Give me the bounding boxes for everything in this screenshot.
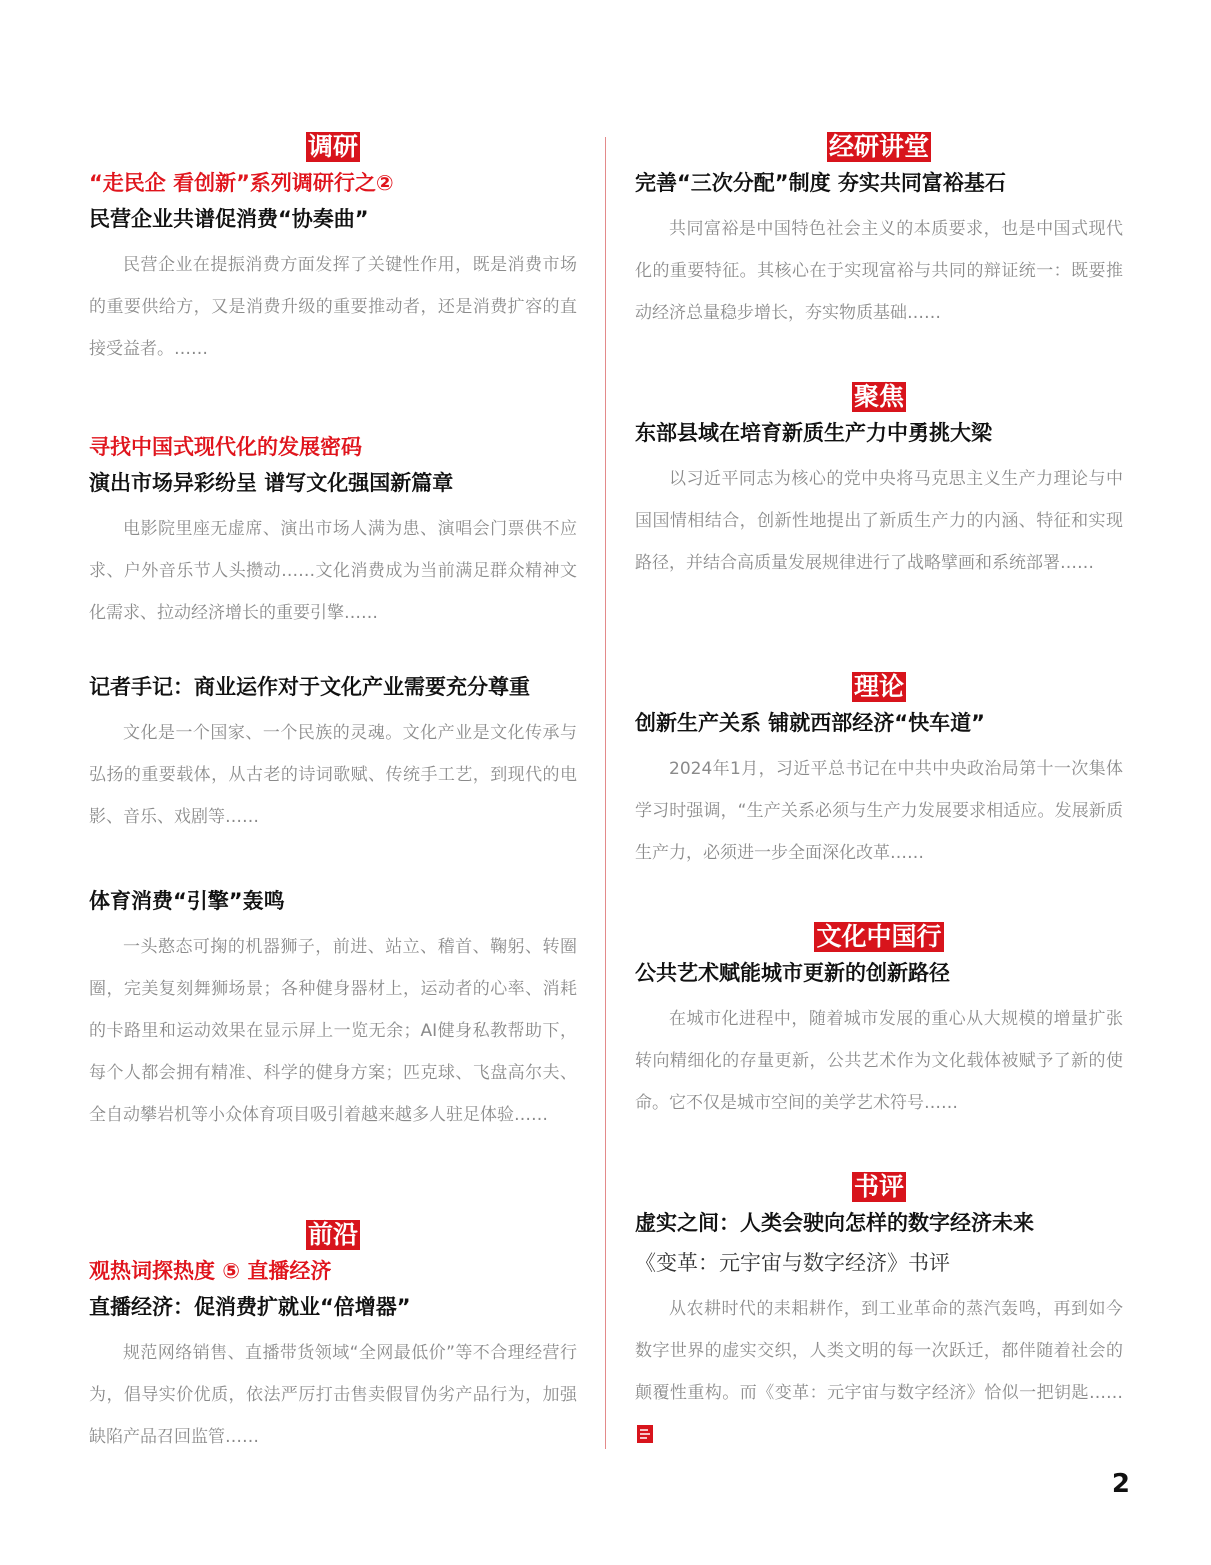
article-title[interactable]: 民营企业共谱促消费“协奏曲” <box>89 207 369 231</box>
article-summary: 电影院里座无虚席、演出市场人满为患、演唱会门票供不应求、户外音乐节人头攒动……文化消费成为当前满足群众精神文化需求、拉动经济增长的重要引擎…… <box>89 519 577 623</box>
article-title[interactable]: 东部县域在培育新质生产力中勇挑大梁 <box>635 421 992 445</box>
article-summary <box>635 1288 1123 1456</box>
article-summary: 文化是一个国家、一个民族的灵魂。文化产业是文化传承与弘扬的重要载体，从古老的诗词歌赋、传统手工艺，到现代的电影、音乐、戏剧等…… <box>89 723 577 827</box>
section-badge: 聚焦 <box>853 382 904 411</box>
article-theory[interactable] <box>635 672 1123 922</box>
right-column <box>635 132 1123 1456</box>
article-title[interactable]: 公共艺术赋能城市更新的创新路径 <box>635 961 950 985</box>
article-title[interactable]: 体育消费“引擎”轰鸣 <box>89 889 285 913</box>
section-badge: 文化中国行 <box>816 922 942 951</box>
article-summary: 在城市化进程中，随着城市发展的重心从大规模的增量扩张转向精细化的存量更新，公共艺术作为文化载体被赋予了新的使命。它不仅是城市空间的美学艺术符号…… <box>635 1009 1123 1113</box>
article-sports-consumption[interactable] <box>89 886 577 1220</box>
end-mark-icon <box>637 1425 653 1443</box>
article-title[interactable]: 直播经济：促消费扩就业“倍增器” <box>89 1295 411 1319</box>
article-culture-china[interactable] <box>635 922 1123 1172</box>
article-book-review[interactable] <box>635 1172 1123 1456</box>
article-frontier[interactable] <box>89 1220 577 1458</box>
section-badge: 经研讲堂 <box>828 132 929 161</box>
article-summary: 民营企业在提振消费方面发挥了关键性作用，既是消费市场的重要供给方，又是消费升级的重要推动者，还是消费扩容的直接受益者。…… <box>89 255 577 359</box>
article-title[interactable]: 虚实之间：人类会驶向怎样的数字经济未来 <box>635 1211 1034 1235</box>
article-subtitle: 《变革：元宇宙与数字经济》书评 <box>635 1251 950 1275</box>
article-summary: 规范网络销售、直播带货领域“全网最低价”等不合理经营行为，倡导实价优质，依法严厉打击售卖假冒伪劣产品行为，加强缺陷产品召回监管…… <box>89 1343 577 1447</box>
section-badge: 调研 <box>307 132 358 161</box>
article-title[interactable]: 记者手记：商业运作对于文化产业需要充分尊重 <box>89 675 530 699</box>
section-badge: 书评 <box>853 1172 904 1201</box>
article-summary: 一头憨态可掬的机器狮子，前进、站立、稽首、鞠躬、转圈圈，完美复刻舞狮场景；各种健身器材上，运动者的心率、消耗的卡路里和运动效果在显示屏上一览无余；AI健身私教帮助下，每个人都会拥有精准、科学的健身方案；匹克球、飞盘高尔夫、全自动攀岩机等小众体育项目吸引着越来越多人驻足体验…… <box>89 937 577 1125</box>
article-summary: 共同富裕是中国特色社会主义的本质要求，也是中国式现代化的重要特征。其核心在于实现富裕与共同的辩证统一：既要推动经济总量稳步增长，夯实物质基础…… <box>635 219 1123 323</box>
section-badge: 理论 <box>853 672 904 701</box>
article-survey[interactable] <box>89 132 577 432</box>
article-reporter-notes[interactable] <box>89 672 577 886</box>
series-title[interactable]: “走民企 看创新”系列调研行之② <box>89 171 394 195</box>
article-focus[interactable] <box>635 382 1123 672</box>
article-summary-text: 从农耕时代的耒耜耕作，到工业革命的蒸汽轰鸣，再到如今数字世界的虚实交织，人类文明的每一次跃迁，都伴随着社会的颠覆性重构。而《变革：元宇宙与数字经济》恰似一把钥匙…… <box>635 1299 1123 1403</box>
article-economic-lecture[interactable] <box>635 132 1123 382</box>
left-column <box>89 132 577 1458</box>
article-title[interactable]: 演出市场异彩纷呈 谱写文化强国新篇章 <box>89 471 454 495</box>
section-badge: 前沿 <box>307 1220 358 1249</box>
series-title[interactable]: 寻找中国式现代化的发展密码 <box>89 435 362 459</box>
article-summary: 以习近平同志为核心的党中央将马克思主义生产力理论与中国国情相结合，创新性地提出了新质生产力的内涵、特征和实现路径，并结合高质量发展规律进行了战略擘画和系统部署…… <box>635 469 1123 573</box>
article-performance-market[interactable] <box>89 432 577 672</box>
article-title[interactable]: 完善“三次分配”制度 夯实共同富裕基石 <box>635 171 1006 195</box>
article-summary: 2024年1月，习近平总书记在中共中央政治局第十一次集体学习时强调，“生产关系必须与生产力发展要求相适应。发展新质生产力，必须进一步全面深化改革…… <box>635 759 1123 863</box>
series-title[interactable]: 观热词探热度 ⑤ 直播经济 <box>89 1259 332 1283</box>
article-title[interactable]: 创新生产关系 铺就西部经济“快车道” <box>635 711 985 735</box>
column-divider <box>605 137 606 1449</box>
page-number: 2 <box>1111 1469 1130 1499</box>
